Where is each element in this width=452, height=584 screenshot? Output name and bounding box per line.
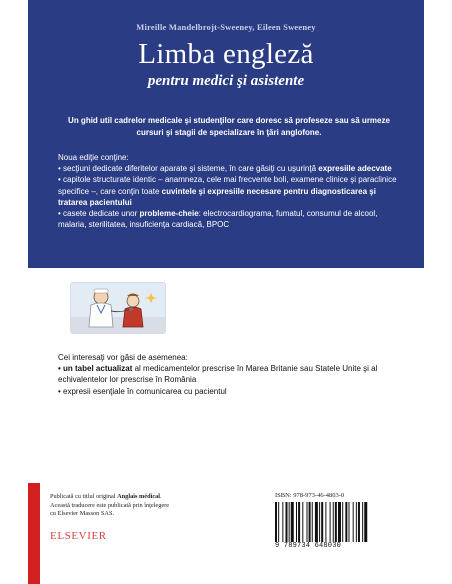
extra-heading: Cei interesaţi vor găsi de asemenea:	[58, 353, 188, 362]
book-subtitle: pentru medici şi asistente	[147, 73, 305, 89]
book-title: Limba engleză	[138, 38, 314, 70]
extra-bold: • un tabel actualizat	[58, 364, 133, 374]
elsevier-logo: ELSEVIER	[50, 530, 107, 542]
publisher-text: cu Elsevier Masson SAS.	[50, 510, 115, 517]
barcode-number: 9 789734 648030	[275, 542, 342, 550]
extra-text: al medicamentelor prescrise în Marea Britanie sau Statele Unite şi al echivalentelor lor prescrise în România	[58, 364, 378, 385]
doctor-patient-icon	[71, 283, 166, 334]
publisher-text: Această traducere este publicată prin înţelegere	[50, 501, 170, 509]
publisher-text: Publicată cu titlul original	[50, 493, 118, 500]
barcode-icon	[275, 502, 393, 542]
feature-text: • capitole structurate identic – anamneza, cele mai frecvente boli, examene clinice şi paraclinice specifice –, care conţin toate	[58, 175, 397, 196]
features-list	[58, 152, 403, 230]
footer-panel	[28, 483, 424, 584]
blue-panel	[28, 0, 424, 268]
feature-item	[58, 174, 403, 208]
feature-item	[58, 163, 403, 174]
extra-item: • expresii esenţiale în comunicarea cu pacientul	[58, 386, 227, 396]
extra-list	[58, 352, 408, 397]
doctor-illustration	[70, 282, 166, 334]
publisher-text: .	[160, 493, 162, 500]
feature-bold: probleme-cheie	[139, 209, 199, 219]
isbn-label: ISBN: 978-973-46-4803-0	[275, 492, 345, 499]
feature-bold: cuvintele şi expresiile necesare pentru diagnosticarea şi tratarea pacientului	[58, 186, 376, 207]
original-title: Anglais médical	[117, 493, 161, 500]
feature-item	[58, 208, 403, 230]
red-accent-bar	[28, 483, 40, 584]
feature-bold: expresiile adecvate	[318, 164, 392, 174]
features-heading: Noua ediţie conţine:	[58, 153, 129, 162]
publisher-note	[50, 493, 250, 519]
feature-text: • secţiuni dedicate diferitelor aparate şi sisteme, în care găsiţi cu uşurinţă	[58, 164, 319, 174]
feature-text: • casete dedicate unor	[58, 209, 140, 219]
extra-item	[58, 363, 408, 385]
feature-text: : electrocardiograma, fumatul, consumul de alcool, malaria, sterilitatea, insuficienţa cardiacă, BPOC	[58, 209, 378, 230]
intro-text: Un ghid util cadrelor medicale şi studenţilor care doresc să profeseze sau să urmeze cursuri şi stagii de specializare în ţări anglofone.	[68, 116, 390, 137]
book-back-cover	[28, 0, 424, 584]
authors: Mireille Mandelbrojt-Sweeney, Eileen Sweeney	[136, 22, 316, 32]
